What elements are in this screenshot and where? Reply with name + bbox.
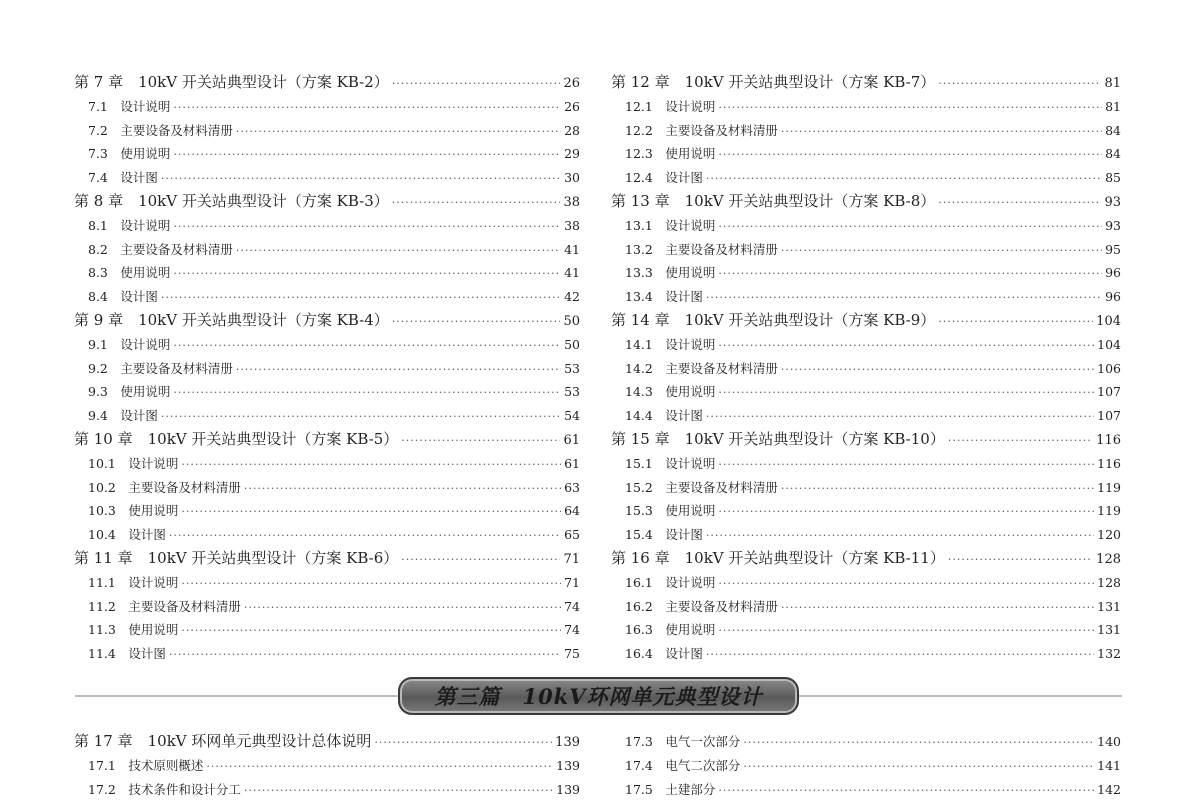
dot-leader [718,215,1102,238]
toc-chapter-row[interactable] [611,190,1121,214]
toc-section-row[interactable] [611,357,1121,381]
section-title: 7.1 设计说明 [88,98,171,114]
toc-bottom-right-column [611,730,1121,801]
toc-section-row[interactable] [74,595,580,619]
section-title: 17.4 电气二次部分 [625,757,741,773]
page-number: 75 [564,646,580,662]
toc-section-row[interactable] [611,404,1121,428]
page-number: 81 [1104,76,1121,91]
toc-section-row[interactable] [74,642,580,666]
dot-leader [244,779,553,802]
toc-section-row[interactable] [611,119,1121,143]
chapter-title: 第 7 章 10kV 开关站典型设计（方案 KB-2） [74,73,389,91]
page-number: 128 [1097,574,1121,590]
toc-section-row[interactable] [74,618,580,642]
page-number: 140 [1097,734,1121,749]
page-number: 30 [564,170,580,186]
page-number: 120 [1097,527,1121,543]
chapter-title: 第 9 章 10kV 开关站典型设计（方案 KB-4） [74,310,389,329]
dot-leader [718,453,1094,476]
section-title: 10.4 设计图 [88,527,166,543]
toc-section-row[interactable] [611,618,1121,642]
dot-leader [401,429,560,452]
chapter-title: 第 17 章 10kV 环网单元典型设计总体说明 [74,732,372,750]
toc-section-row[interactable] [611,642,1121,666]
section-title: 7.4 设计图 [88,170,158,186]
toc-chapter-row[interactable] [611,428,1121,452]
dot-leader [706,286,1102,309]
page-number: 61 [564,455,580,471]
toc-section-row[interactable] [611,95,1121,119]
dot-leader [938,310,1093,333]
dot-leader [938,72,1101,95]
toc-section-row[interactable] [74,166,580,190]
section-title: 14.4 设计图 [625,408,703,424]
chapter-title: 第 11 章 10kV 开关站典型设计（方案 KB-6） [74,548,399,567]
section-title: 13.4 设计图 [625,289,703,305]
dot-leader [718,619,1094,642]
toc-section-row[interactable] [611,754,1121,778]
toc-section-row[interactable] [74,499,580,523]
toc-section-row[interactable] [74,214,580,238]
dot-leader [706,405,1094,428]
dot-leader [244,477,561,500]
section-title: 9.4 设计图 [88,408,158,424]
page-number: 132 [1097,646,1121,662]
page-number: 93 [1104,194,1121,210]
section-title: 16.2 主要设备及材料清册 [625,598,778,614]
section-title: 11.2 主要设备及材料清册 [88,598,241,614]
dot-leader [718,262,1102,285]
dot-leader [718,381,1094,404]
dot-leader [173,143,561,166]
toc-section-row[interactable] [611,778,1121,802]
section-title: 13.3 使用说明 [625,265,716,281]
page-number: 61 [563,432,580,448]
dot-leader [781,477,1094,500]
page-number: 41 [564,265,580,281]
dot-leader [718,143,1102,166]
page-number: 74 [564,622,580,638]
dot-leader [781,120,1102,143]
page-number: 106 [1097,360,1121,376]
page-number: 104 [1097,336,1121,352]
page-number: 139 [556,781,580,797]
dot-leader [173,381,561,404]
section-title: 8.1 设计说明 [88,217,171,233]
section-title: 10.1 设计说明 [88,455,179,471]
dot-leader [706,524,1094,547]
toc-chapter-row[interactable] [611,547,1121,571]
toc-chapter-row[interactable] [74,190,580,214]
section-title: 7.2 主要设备及材料清册 [88,122,233,138]
section-title: 17.5 土建部分 [625,781,716,797]
section-title: 12.3 使用说明 [625,146,716,162]
toc-section-row[interactable] [611,166,1121,190]
section-title: 10.2 主要设备及材料清册 [88,479,241,495]
toc-section-row[interactable] [611,499,1121,523]
section-title: 7.3 使用说明 [88,146,171,162]
toc-chapter-row[interactable] [611,309,1121,333]
page-number: 84 [1105,122,1121,138]
toc-section-row[interactable] [74,333,580,357]
toc-section-row[interactable] [611,333,1121,357]
dot-leader [173,215,561,238]
dot-leader [718,779,1094,802]
toc-section-row[interactable] [74,571,580,595]
page-number: 65 [564,527,580,543]
dot-leader [374,731,552,754]
section-title: 11.3 使用说明 [88,622,179,638]
dot-leader [718,572,1094,595]
toc-section-row[interactable] [611,523,1121,547]
toc-section-row[interactable] [74,95,580,119]
toc-section-row[interactable] [611,261,1121,285]
page-number: 53 [564,384,580,400]
section-title: 9.2 主要设备及材料清册 [88,360,233,376]
section-title: 13.2 主要设备及材料清册 [625,241,778,257]
chapter-title: 第 16 章 10kV 开关站典型设计（方案 KB-11） [611,548,945,567]
dot-leader [781,239,1102,262]
dot-leader [169,643,561,666]
toc-section-row[interactable] [74,119,580,143]
section-title: 8.4 设计图 [88,289,158,305]
page-number: 107 [1097,408,1121,424]
page-number: 119 [1097,479,1121,495]
page-number: 104 [1096,313,1121,329]
dot-leader [401,548,560,571]
dot-leader [706,167,1102,190]
page-number: 128 [1096,551,1121,567]
section-title: 17.2 技术条件和设计分工 [88,781,241,797]
page-number: 139 [556,757,580,773]
toc-chapter-row[interactable] [74,730,580,754]
toc-section-row[interactable] [611,595,1121,619]
dot-leader [244,596,561,619]
toc-section-row[interactable] [74,778,580,802]
page-number: 50 [564,336,580,352]
chapter-title: 第 14 章 10kV 开关站典型设计（方案 KB-9） [611,310,936,329]
dot-leader [718,96,1102,119]
page-number: 38 [564,217,580,233]
section-title: 16.1 设计说明 [625,574,716,590]
section-title: 14.3 使用说明 [625,384,716,400]
page-number: 95 [1105,241,1121,257]
dot-leader [948,429,1093,452]
page-number: 131 [1097,598,1121,614]
page-number: 139 [555,735,580,750]
dot-leader [781,358,1094,381]
dot-leader [392,72,561,95]
chapter-title: 第 8 章 10kV 开关站典型设计（方案 KB-3） [74,191,389,210]
section-title: 15.1 设计说明 [625,455,716,471]
toc-section-row[interactable] [611,476,1121,500]
toc-section-row[interactable] [611,571,1121,595]
section-title: 9.1 设计说明 [88,336,171,352]
dot-leader [706,643,1094,666]
page-number: 53 [564,360,580,376]
page-number: 142 [1097,781,1121,797]
page-number: 107 [1097,384,1121,400]
chapter-title: 第 10 章 10kV 开关站典型设计（方案 KB-5） [74,429,399,448]
section-title: 16.3 使用说明 [625,622,716,638]
dot-leader [173,262,561,285]
toc-section-row[interactable] [74,285,580,309]
toc-chapter-row[interactable] [74,309,580,333]
dot-leader [392,191,561,214]
dot-leader [161,286,561,309]
page-number: 84 [1105,146,1121,162]
section-title: 9.3 使用说明 [88,384,171,400]
toc-section-row[interactable] [74,523,580,547]
chapter-title: 第 12 章 10kV 开关站典型设计（方案 KB-7） [611,73,936,91]
chapter-title: 第 15 章 10kV 开关站典型设计（方案 KB-10） [611,429,945,448]
page-number: 26 [564,98,580,114]
page-number: 71 [563,551,580,567]
toc-section-row[interactable] [611,380,1121,404]
page-number: 81 [1105,98,1121,114]
dot-leader [181,619,561,642]
page-number: 141 [1097,757,1121,773]
dot-leader [948,548,1093,571]
page-number: 85 [1105,170,1121,186]
toc-section-row[interactable] [74,476,580,500]
toc-left-column [74,71,580,666]
section-title: 11.1 设计说明 [88,574,179,590]
section-title: 15.4 设计图 [625,527,703,543]
page-number: 116 [1096,432,1121,448]
section-title: 16.4 设计图 [625,646,703,662]
section-title: 14.2 主要设备及材料清册 [625,360,778,376]
toc-chapter-row[interactable] [74,547,580,571]
dot-leader [781,596,1094,619]
dot-leader [169,524,561,547]
dot-leader [161,167,561,190]
section-title: 11.4 设计图 [88,646,166,662]
page-number: 28 [564,122,580,138]
dot-leader [236,120,561,143]
toc-section-row[interactable] [74,452,580,476]
toc-right-column [611,71,1121,666]
page-number: 71 [564,574,580,590]
section-title: 13.1 设计说明 [625,217,716,233]
toc-section-row[interactable] [74,754,580,778]
dot-leader [173,96,561,119]
section-title: 12.1 设计说明 [625,98,716,114]
dot-leader [743,731,1094,754]
toc-chapter-row[interactable] [74,428,580,452]
page-number: 41 [564,241,580,257]
toc-section-row[interactable] [74,142,580,166]
page-number: 54 [564,408,580,424]
page-number: 116 [1097,455,1121,471]
part-banner: 第三篇 10kV环网单元典型设计 [398,677,798,715]
section-title: 8.3 使用说明 [88,265,171,281]
dot-leader [392,310,561,333]
page-number: 119 [1097,503,1121,519]
toc-section-row[interactable] [74,404,580,428]
toc-section-row[interactable] [611,730,1121,754]
dot-leader [718,334,1094,357]
toc-chapter-row[interactable] [611,71,1121,95]
page-number: 26 [563,76,580,91]
page-number: 96 [1105,265,1121,281]
toc-bottom-left-column [74,730,580,801]
toc-section-row[interactable] [611,214,1121,238]
dot-leader [236,358,561,381]
page-number: 131 [1097,622,1121,638]
section-title: 14.1 设计说明 [625,336,716,352]
toc-section-row[interactable] [74,380,580,404]
toc-section-row[interactable] [611,452,1121,476]
dot-leader [206,755,553,778]
dot-leader [718,500,1094,523]
dot-leader [181,500,561,523]
section-title: 10.3 使用说明 [88,503,179,519]
toc-section-row[interactable] [74,261,580,285]
dot-leader [181,453,561,476]
dot-leader [161,405,561,428]
page-number: 96 [1105,289,1121,305]
section-title: 8.2 主要设备及材料清册 [88,241,233,257]
page-number: 29 [564,146,580,162]
toc-section-row[interactable] [611,285,1121,309]
part-banner-area [0,673,1197,719]
toc-section-row[interactable] [611,238,1121,262]
page-number: 74 [564,598,580,614]
dot-leader [173,334,561,357]
chapter-title: 第 13 章 10kV 开关站典型设计（方案 KB-8） [611,191,936,210]
section-title: 15.3 使用说明 [625,503,716,519]
page-number: 64 [564,503,580,519]
section-title: 12.4 设计图 [625,170,703,186]
toc-section-row[interactable] [611,142,1121,166]
dot-leader [743,755,1094,778]
dot-leader [181,572,561,595]
toc-chapter-row[interactable] [74,71,580,95]
toc-section-row[interactable] [74,238,580,262]
section-title: 17.1 技术原则概述 [88,757,204,773]
section-title: 17.3 电气一次部分 [625,734,741,749]
dot-leader [236,239,561,262]
page-number: 38 [563,194,580,210]
page-number: 93 [1105,217,1121,233]
page-number: 50 [563,313,580,329]
page-number: 63 [564,479,580,495]
section-title: 15.2 主要设备及材料清册 [625,479,778,495]
toc-section-row[interactable] [74,357,580,381]
dot-leader [938,191,1101,214]
page-number: 42 [564,289,580,305]
section-title: 12.2 主要设备及材料清册 [625,122,778,138]
